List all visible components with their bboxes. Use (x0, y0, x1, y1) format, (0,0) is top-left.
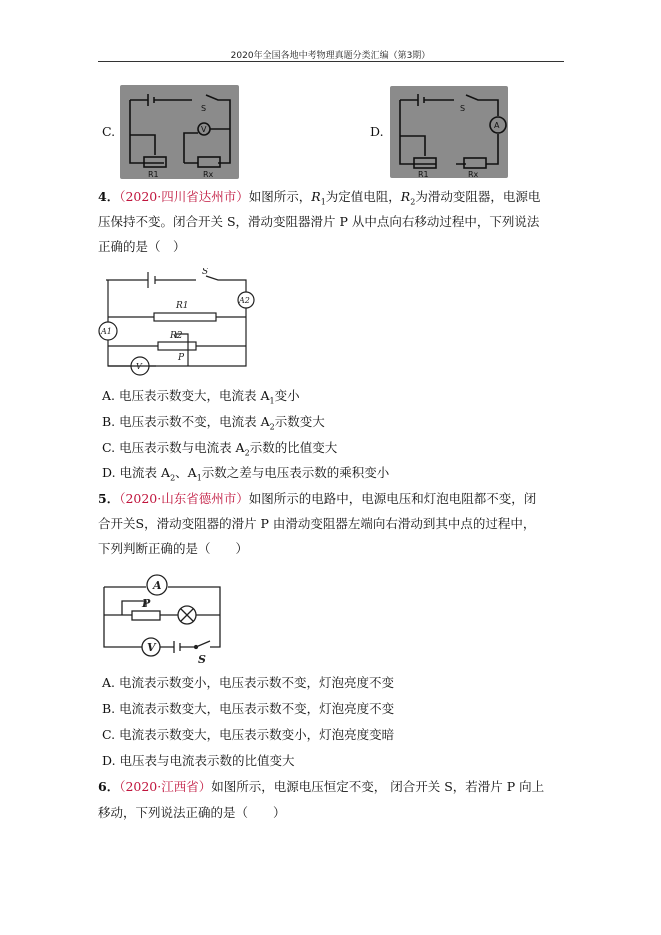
q4-option-text: 示数的比值变大 (249, 440, 338, 455)
q6-stem-text: 如图所示，电源电压恒定不变， 闭合开关 S，若滑片 P 向上 (211, 779, 545, 794)
q4-option-sub: 1 (269, 396, 275, 406)
q4-stem-text: 为滑动变阻器，电源电 (415, 189, 541, 204)
q4-stem-text: 如图所示， (248, 189, 312, 204)
q5-circuit-diagram (98, 571, 228, 665)
q4-stem-line-2: 压保持不变。闭合开关 S，滑动变阻器滑片 P 从中点向右移动过程中，下列说法 (98, 214, 540, 229)
q4-source: （2020·四川省达州市） (119, 189, 249, 204)
q5-option-d (102, 753, 295, 769)
q5-option-a (102, 675, 394, 691)
fig-d-label: A (494, 121, 500, 130)
q4-r2: R (400, 189, 411, 204)
q4-option-sub: 2 (244, 448, 250, 458)
q5-option-c (102, 727, 394, 743)
q4-option-text: 示数之差与电压表示数的乘积变小 (201, 465, 390, 480)
q4-option-label: D. (102, 465, 116, 480)
fig-c-label: S (201, 104, 207, 113)
circuit-photo-d (390, 86, 508, 178)
q4-fig-label: R1 (176, 301, 189, 311)
q5-fig-label: P (142, 597, 151, 610)
q4-fig-label: R2 (170, 331, 183, 341)
q4-option-text: 电压表示数与电流表 A (119, 440, 245, 455)
q4-option-label: C. (102, 440, 116, 455)
fig-d-label: S (460, 104, 466, 113)
q5-stem-line-2: 合开关S，滑动变阻器的滑片 P 由滑动变阻器左端向右滑动到其中点的过程中， (98, 516, 536, 531)
q4-option-d (102, 465, 389, 487)
q5-stem-text: 如图所示的电路中，电源电压和灯泡电阻都不变，闭 (248, 491, 537, 506)
q5-fig-label: A (153, 579, 162, 592)
q4-option-text: 、A (175, 465, 197, 480)
q6-number: 6． (98, 779, 120, 794)
q6-stem-line-2: 移动，下列说法正确的是（ ） (98, 805, 286, 820)
q4-r2-sub: 2 (410, 197, 416, 207)
q4-number: 4． (98, 189, 120, 204)
header-divider (98, 61, 564, 62)
q4-fig-label: A1 (101, 327, 112, 336)
q4-fig-label: V (136, 362, 142, 371)
q4-option-sub: 2 (269, 422, 275, 432)
q5-option-label: D. (102, 753, 116, 768)
q4-option-sub: 1 (196, 473, 202, 483)
q4-option-c (102, 440, 337, 462)
q5-fig-label: V (147, 641, 156, 654)
q5-option-text: 电流表示数变大，电压表示数不变，灯泡亮度不变 (119, 701, 395, 716)
fig-d-label: R1 (418, 170, 429, 178)
q5-option-label: B. (102, 701, 116, 716)
q5-stem-line-3: 下列判断正确的是（ ） (98, 541, 249, 556)
fig-c-label: V (201, 125, 207, 134)
q4-option-text: 电流表 A (119, 465, 171, 480)
q4-option-text: 电压表示数不变，电流表 A (119, 414, 270, 429)
q5-option-b (102, 701, 394, 717)
q4-option-text: 示数变大 (274, 414, 325, 429)
q6-source: （2020·江西省） (119, 779, 212, 794)
q5-option-text: 电流表示数变小，电压表示数不变，灯泡亮度不变 (119, 675, 395, 690)
q4-fig-label: A2 (239, 296, 250, 305)
q4-option-text: 变小 (274, 388, 300, 403)
q4-stem-line-3: 正确的是（ ） (98, 239, 186, 254)
q4-option-text: 电压表示数变大，电流表 A (119, 388, 270, 403)
option-c-label: C. (102, 124, 116, 139)
q5-source: （2020·山东省德州市） (119, 491, 249, 506)
q5-option-label: C. (102, 727, 116, 742)
q4-stem-text: 为定值电阻， (325, 189, 401, 204)
circuit-photo-c (120, 85, 239, 179)
q6-stem-line-1 (98, 779, 544, 795)
q4-option-label: B. (102, 414, 116, 429)
q5-stem-line-1 (98, 491, 536, 507)
q5-option-text: 电压表与电流表示数的比值变大 (119, 753, 295, 768)
q4-option-label: A. (102, 388, 116, 403)
q4-fig-label: P (178, 353, 185, 363)
fig-d-label: Rx (468, 170, 479, 178)
circuit-d-diagram (390, 86, 508, 178)
q5-option-label: A. (102, 675, 116, 690)
circuit-c-diagram (120, 85, 239, 179)
q4-fig-label: S (202, 268, 209, 277)
q4-r1: R (311, 189, 321, 204)
q5-fig-label: S (198, 653, 206, 665)
option-d-label: D. (370, 124, 384, 139)
q4-option-sub: 2 (170, 473, 176, 483)
q5-number: 5． (98, 491, 120, 506)
q4-r1-sub: 1 (320, 197, 326, 207)
q5-option-text: 电流表示数变大，电压表示数变小，灯泡亮度变暗 (119, 727, 395, 742)
q4-option-a (102, 388, 300, 410)
q4-stem-line-1 (98, 189, 540, 211)
q4-option-b (102, 414, 325, 436)
page-header: 2020年全国各地中考物理真题分类汇编（第3期） (230, 51, 431, 61)
fig-c-label: Rx (203, 170, 214, 179)
fig-c-label: R1 (148, 170, 159, 179)
q4-circuit-diagram (98, 268, 263, 378)
